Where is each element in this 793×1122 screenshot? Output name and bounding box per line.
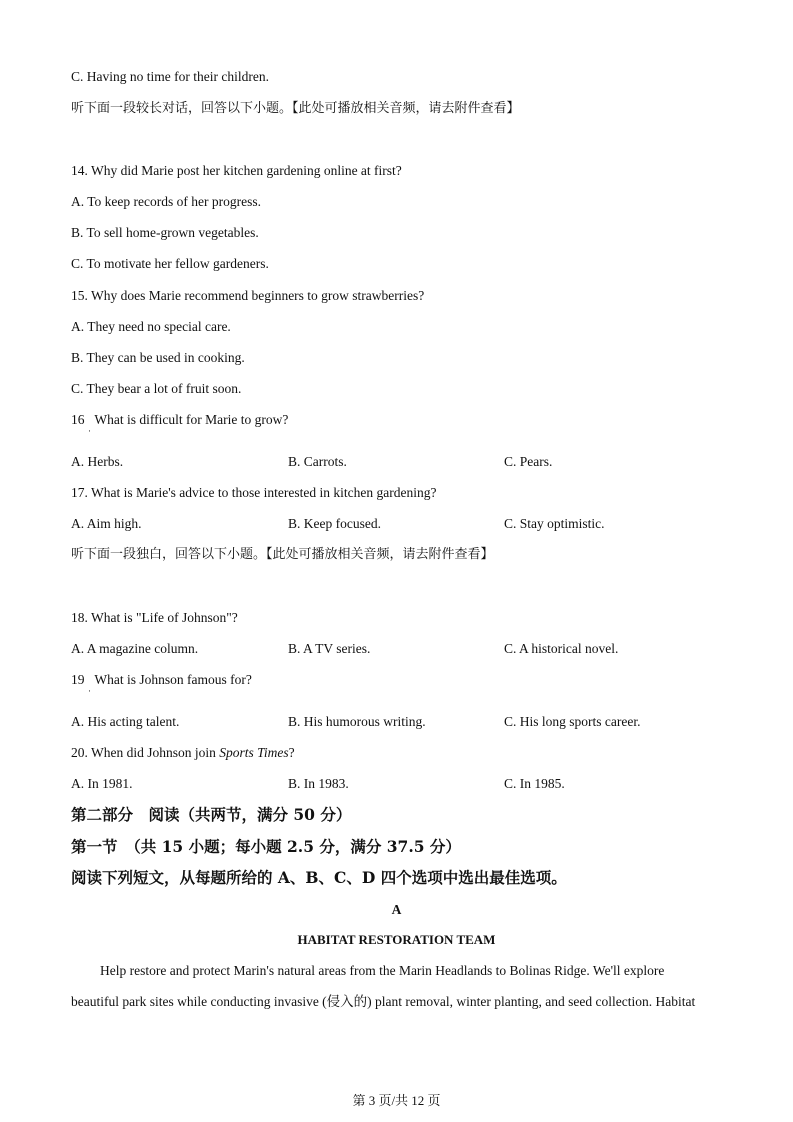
option-17b: B. Keep focused. [288,516,381,531]
option-15b: B. They can be used in cooking. [71,350,245,365]
option-20a: A. In 1981. [71,776,133,791]
option-20c: C. In 1985. [504,776,565,791]
question-19-text: What is Johnson famous for? [94,672,252,687]
listening-instruction-1: 听下面一段较长对话，回答以下小题。【此处可播放相关音频，请去附件查看】 [71,101,520,116]
passage-paragraph-line-1: Help restore and protect Marin's natural areas from the Marin Headlands to Bolinas Ridge. We'll explore [100,963,665,978]
page-footer: 第 3 页/共 12 页 [352,1093,441,1108]
option-16a: A. Herbs. [71,454,124,469]
question-19-number: 19 [71,672,85,687]
option-20b: B. In 1983. [288,776,349,791]
line-q13c: C. Having no time for their children. [71,69,269,84]
option-19a: A. His acting talent. [71,714,180,729]
section-1-heading: 第一节 （共 15 小题；每小题 2.5 分，满分 37.5 分） [71,837,461,856]
option-18a: A. A magazine column. [71,641,199,656]
option-18b: B. A TV series. [288,641,371,656]
part-2-heading: 第二部分 阅读（共两节，满分 50 分） [71,805,352,824]
question-17: 17. What is Marie's advice to those interested in kitchen gardening? [71,485,437,500]
option-16c: C. Pears. [504,454,553,469]
option-16b: B. Carrots. [288,454,347,469]
question-20-suffix: ? [288,745,295,760]
option-18c: C. A historical novel. [504,641,619,656]
question-19 [71,671,252,689]
reading-instruction: 阅读下列短文，从每题所给的 A、B、C、D 四个选项中选出最佳选项。 [71,868,567,887]
option-14c: C. To motivate her fellow gardeners. [71,256,269,271]
option-17a: A. Aim high. [71,516,142,531]
option-19c: C. His long sports career. [504,714,641,729]
passage-letter: A [391,902,402,917]
option-17c: C. Stay optimistic. [504,516,605,531]
question-15: 15. Why does Marie recommend beginners to grow strawberries? [71,288,425,303]
stray-dot: · [88,686,91,696]
option-14b: B. To sell home-grown vegetables. [71,225,259,240]
option-15a: A. They need no special care. [71,319,231,334]
question-20-title: Sports Times [219,745,289,760]
passage-title: HABITAT RESTORATION TEAM [297,932,496,947]
question-20 [71,744,295,762]
option-19b: B. His humorous writing. [288,714,426,729]
option-15c: C. They bear a lot of fruit soon. [71,381,242,396]
question-16 [71,411,288,429]
question-18: 18. What is "Life of Johnson"? [71,610,238,625]
passage-paragraph-line-2: beautiful park sites while conducting invasive (侵入的) plant removal, winter planting, and seed collection. Habitat [71,994,696,1009]
option-14a: A. To keep records of her progress. [71,194,261,209]
question-16-number: 16 [71,412,85,427]
listening-instruction-2: 听下面一段独白，回答以下小题。【此处可播放相关音频，请去附件查看】 [71,547,494,562]
stray-dot: · [88,426,91,436]
question-20-prefix: 20. When did Johnson join [71,745,220,760]
question-16-text: What is difficult for Marie to grow? [94,412,289,427]
question-14: 14. Why did Marie post her kitchen gardening online at first? [71,163,402,178]
